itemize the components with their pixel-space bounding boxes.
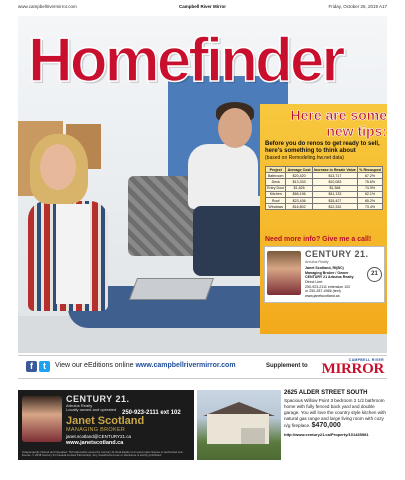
table-cell: $12,332 [312,204,357,210]
ad-agent-name: Janet Scotland [66,415,145,427]
table-cell: $66,196 [286,191,312,197]
agent-company: CENTURY 21 Arbutus Realty [305,275,354,280]
table-cell: 73.4% [358,204,383,210]
mirror-logo-big: MIRROR [321,361,384,377]
table-cell: Roof [266,197,286,203]
agent-direct-label: Direct Line: [305,280,324,285]
cover-image [18,16,387,353]
tips-heading-line1: Here are some [290,107,387,123]
listing-details [284,390,387,460]
reno-cost-table [265,166,383,210]
house-garage [241,428,265,444]
agent-details [305,266,367,299]
agent-photo [22,396,62,442]
laptop [129,278,214,300]
listing-address: 2625 ALDER STREET SOUTH [284,390,368,396]
agent-website: www.janetscotland.ca [305,294,340,299]
tips-panel [260,104,387,334]
listing-price: $470,000 [311,421,341,429]
table-cell: $16,802 [286,204,312,210]
call-to-action: Need more info? Give me a call! [265,236,372,243]
eedition-link[interactable]: www.campbellrivermirror.com [135,362,236,369]
listing-photo [197,390,281,460]
supplement-label: Supplement to [266,363,308,369]
agent-title: Managing Broker / Owner [305,270,349,275]
listing-url[interactable]: http://www.century21.ca/Property/101435981 [284,432,369,438]
listing-description [284,398,387,430]
table-row [266,204,383,210]
table-cell: $15,427 [312,197,357,203]
twitter-icon[interactable]: t [39,361,50,372]
ad-phone: 250-923-2111 ext 102 [122,410,181,416]
ad-website[interactable]: www.janetscotland.ca [66,440,124,446]
table-header-cell: Project [266,167,286,173]
man-jeans [193,206,268,276]
table-cell: 67.2% [358,173,383,179]
table-cell: $41,133 [312,191,357,197]
table-cell: 65.2% [358,197,383,203]
tips-heading-line2: new tips: [326,123,387,139]
eedition-prefix: View our eEditions online [55,362,134,369]
eedition-banner [18,355,387,379]
mirror-logo-small: CAMPBELL RIVER [348,358,384,362]
man-shirt [188,144,258,209]
tips-intro-text: Before you do renos to get ready to sell, here's something to think about [265,141,380,155]
table-header-cell: Increase in Resale Value [314,167,356,172]
social-icons [26,361,51,373]
ad-brokerage-sub: Locally owned and operated [66,407,117,413]
eedition-text [55,362,236,369]
header-date-page: Friday, October 25, 2019 A17 [328,4,387,9]
tips-source: (based on Remodeling.hw.net data) [265,155,344,162]
header-site: www.campbellrivermirror.com [18,4,77,9]
man-head [218,108,252,148]
table-cell: 74.9% [358,185,383,191]
agent-card [264,246,385,303]
century21-logo: CENTURY 21. [305,249,369,259]
ad-agent-title: MANAGING BROKER [66,427,126,433]
listing-description-text: Spacious Willow Point 3 bedroom 2 1/2 bathroom home with fully fenced back yard and double garage. You will love the country style kitchen with natural gas range and large living room with cozy n/g fireplace. [284,398,386,428]
table-cell: Windows [266,204,286,210]
agent-phone-text: or 250-287-4966 (text) [305,289,341,294]
woman-face [40,144,76,190]
table-cell: $23,436 [286,197,312,203]
table-cell: Bathroom [266,173,286,179]
agent-name: Janet Scotland, RI(BC) [305,266,344,270]
ad-brokerage [66,404,116,413]
agent-photo [267,251,301,295]
agent-phone: 250-923-2111 extension 102 [305,284,351,289]
table-cell: $20,420 [286,173,312,179]
table-cell: 75.6% [358,179,383,185]
facebook-icon[interactable]: f [26,361,37,372]
mirror-logo [304,358,384,377]
table-cell: Entry Door [267,186,285,191]
century21-logo: CENTURY 21. [66,394,130,404]
agent-brokerage: Arbutus Realty [305,260,329,264]
table-cell: $13,333 [286,179,312,185]
tips-intro [265,141,383,161]
cover-title: Homefinder [28,26,343,95]
ad-email[interactable]: janet.scotland@CENTURY21.ca [66,434,132,439]
table-cell: $10,083 [312,179,357,185]
ad-fine-print: Independently Owned and Operated. TM trademarks owned by Century 21 Real Estate LLC used under license or authorized sub-license. © 2018 Century 21 Canada Limited Partnership. Any unauthorized use or disclosure is strictly prohibited. [22,450,184,458]
table-cell: Deck [266,179,286,185]
page-header [0,0,405,14]
table-header-cell: % Recouped [359,167,381,172]
table-cell: $1,368 [312,185,357,191]
table-cell: Kitchen [266,191,286,197]
table-cell: $1,826 [286,185,312,191]
header-paper-name: Campbell River Mirror [178,4,226,9]
agent-ad [18,390,194,460]
century21-seal-icon: 21 [367,267,382,282]
table-cell: 62.1% [358,191,383,197]
ad-brokerage-name: Arbutus Realty [66,403,93,408]
table-header-cell: Average Cost [287,167,311,172]
table-cell: $13,717 [312,173,357,179]
woman-tank-top [56,204,90,304]
